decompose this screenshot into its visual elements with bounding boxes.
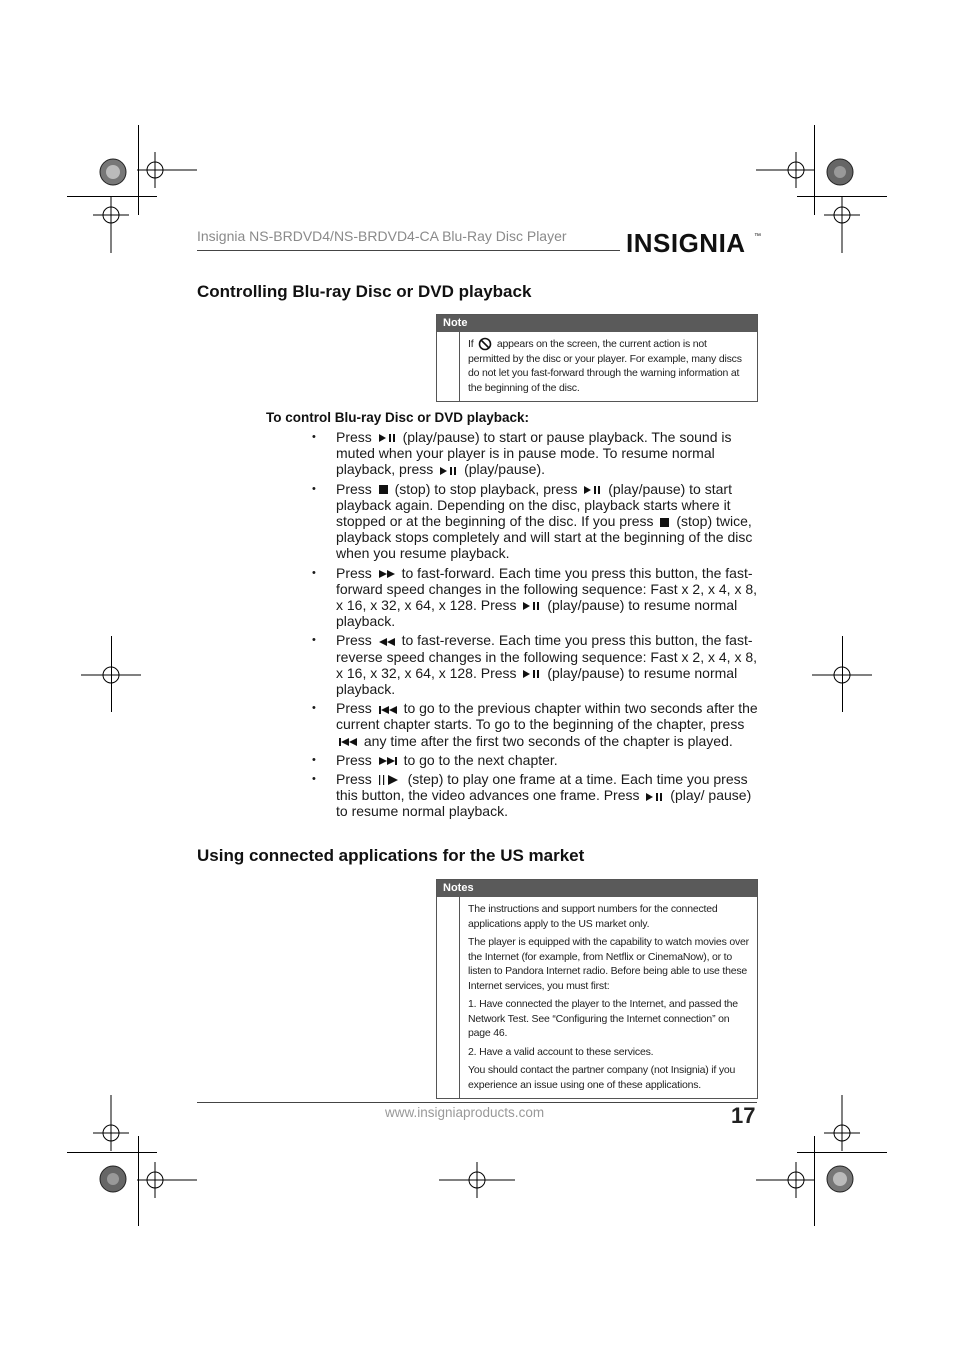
insignia-logo xyxy=(626,224,766,264)
play-pause-icon xyxy=(584,485,601,495)
footer-rule xyxy=(197,1102,757,1103)
list-item: • Press to go to the next chapter. xyxy=(312,752,758,768)
notes-paragraph: The instructions and support numbers for the connected applications apply to the US market only. xyxy=(468,903,718,930)
footer-url: www.insigniaproducts.com xyxy=(385,1105,545,1120)
play-pause-icon xyxy=(523,601,540,611)
list-item: • Press (play/pause) to start or pause playback. The sound is muted when your player is in pause mode. To resume normal playback, press (play/pause). xyxy=(312,429,758,478)
document-title: Insignia NS-BRDVD4/NS-BRDVD4-CA Blu-Ray Disc Player xyxy=(197,228,567,244)
svg-text:INSIGNIA: INSIGNIA xyxy=(626,228,746,258)
svg-text:™: ™ xyxy=(754,233,761,240)
notes-paragraph: 1. Have connected the player to the Internet, and passed the Network Test. See “Configuring the Internet connection” on page 46. xyxy=(468,998,738,1039)
page-number: 17 xyxy=(731,1103,756,1128)
notes-box xyxy=(436,879,758,1099)
step-icon xyxy=(379,774,401,786)
note-body xyxy=(459,332,757,401)
notes-label: Notes xyxy=(437,880,757,897)
note-label: Note xyxy=(437,315,757,332)
prohibited-icon xyxy=(478,337,492,351)
section-heading-connected-apps: Using connected applications for the US market xyxy=(197,846,585,865)
note-text: appears on the screen, the current action is not permitted by the disc or your player. For example, many discs do not let you fast-forward through the warning information at the beginning of the disc. xyxy=(468,338,742,394)
notes-body xyxy=(459,897,757,1098)
list-item: • Press to fast-forward. Each time you press this button, the fast-forward speed changes in the following sequence: Fast x 2, x 4, x 8, x 16, x 32, x 64, x 128. Press (play/pause) to resume normal playback. xyxy=(312,565,758,630)
play-pause-icon xyxy=(379,433,396,443)
play-pause-icon xyxy=(440,466,457,476)
play-pause-icon xyxy=(646,792,663,802)
header-rule xyxy=(197,250,620,251)
previous-chapter-icon xyxy=(379,705,397,715)
section-heading-playback: Controlling Blu-ray Disc or DVD playback xyxy=(197,282,532,301)
stop-icon xyxy=(660,518,669,527)
subheading-control-playback: To control Blu-ray Disc or DVD playback: xyxy=(266,410,530,425)
play-pause-icon xyxy=(523,669,540,679)
stop-icon xyxy=(379,485,388,494)
playback-instructions-list xyxy=(312,429,758,823)
fast-forward-icon xyxy=(379,569,395,579)
next-chapter-icon xyxy=(379,756,397,766)
notes-paragraph: 2. Have a valid account to these services. xyxy=(468,1045,654,1058)
list-item: • Press to go to the previous chapter within two seconds after the current chapter starts. To go to the beginning of the chapter, press any time after the first two seconds of the chapter is played. xyxy=(312,700,758,749)
note-text-prefix: If xyxy=(468,338,474,350)
fast-reverse-icon xyxy=(379,637,395,647)
list-item: • Press (step) to play one frame at a time. Each time you press this button, the video advances one frame. Press (play/ pause) to resume normal playback. xyxy=(312,771,758,820)
notes-paragraph: The player is equipped with the capability to watch movies over the Internet (for example, from Netflix or CinemaNow), or to listen to Pandora Internet radio. Before being able to use these Internet services, you must first: xyxy=(468,936,749,992)
list-item: • Press (stop) to stop playback, press (play/pause) to start playback again. Depending on the disc, playback starts where it stopped or at the beginning of the disc. If you press (stop) twice, playback stops completely and will start at the beginning of the disc when you resume playback. xyxy=(312,481,758,562)
notes-paragraph: You should contact the partner company (not Insignia) if you experience an issue using one of these applications. xyxy=(468,1064,736,1091)
previous-chapter-icon xyxy=(339,737,357,747)
list-item: • Press to fast-reverse. Each time you press this button, the fast-reverse speed changes in the following sequence: Fast x 2, x 4, x 8, x 16, x 32, x 64, x 128. Press (play/pause) to resume normal playback. xyxy=(312,632,758,697)
note-box xyxy=(436,314,758,402)
